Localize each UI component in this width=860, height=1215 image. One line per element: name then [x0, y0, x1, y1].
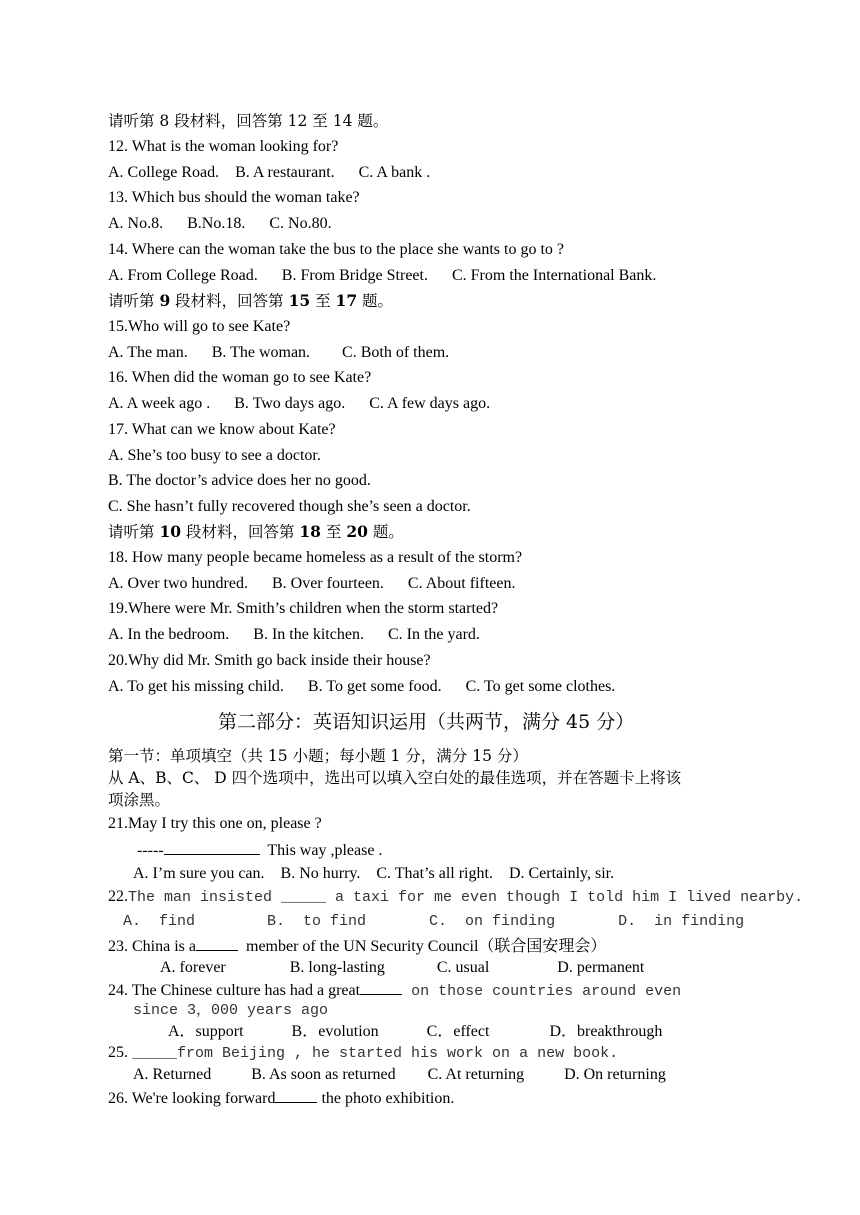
question-14: 14. Where can the woman take the bus to the place she wants to go to ? [108, 241, 565, 258]
question-12: 12. What is the woman looking for? [108, 138, 339, 155]
answer-blank [275, 1088, 317, 1103]
answer-blank [360, 980, 402, 995]
question-16-options: A. A week ago . B. Two days ago. C. A few days ago. [108, 395, 491, 412]
question-18: 18. How many people became homeless as a result of the storm? [108, 549, 523, 566]
question-20-options: A. To get his missing child. B. To get some food. C. To get some clothes. [108, 678, 616, 695]
question-17-option-a: A. She’s too busy to see a doctor. [108, 447, 321, 464]
question-19: 19.Where were Mr. Smith’s children when the storm started? [108, 600, 499, 617]
question-24-options: A．support B．evolution C．effect D．breakthrough [168, 1023, 663, 1040]
question-24: 24. The Chinese culture has had a great on those countries around even [108, 982, 682, 1000]
question-13-options: A. No.8. B.No.18. C. No.80. [108, 215, 332, 232]
question-20: 20.Why did Mr. Smith go back inside their house? [108, 652, 431, 669]
question-16: 16. When did the woman go to see Kate? [108, 369, 372, 386]
instruction-line-2: 项涂黑。 [108, 791, 171, 809]
question-18-options: A. Over two hundred. B. Over fourteen. C. About fifteen. [108, 575, 516, 592]
question-17-option-c: C. She hasn’t fully recovered though she’s seen a doctor. [108, 498, 471, 515]
question-23-options: A. forever B. long-lasting C. usual D. permanent [160, 959, 645, 976]
question-13: 13. Which bus should the woman take? [108, 189, 360, 206]
question-19-options: A. In the bedroom. B. In the kitchen. C. In the yard. [108, 626, 480, 643]
instruction-line-1: 从 A、B、C、 D 四个选项中，选出可以填入空白处的最佳选项，并在答题卡上将该 [108, 769, 682, 787]
question-23: 23. China is a member of the UN Security Council（联合国安理会） [108, 938, 607, 955]
answer-blank [164, 840, 260, 855]
section-heading-9: 请听第 9 段材料，回答第 15 至 17 题。 [108, 291, 394, 310]
question-21-options: A. I’m sure you can. B. No hurry. C. That’s all right. D. Certainly, sir. [133, 865, 615, 882]
question-17-option-b: B. The doctor’s advice does her no good. [108, 472, 371, 489]
question-22-options: A. find B. to find C. on finding D. in finding [123, 913, 745, 930]
part-two-heading: 第二部分：英语知识运用（共两节，满分 45 分） [218, 711, 635, 733]
question-22: 22.The man insisted _____ a taxi for me even though I told him I lived nearby. [108, 888, 804, 906]
answer-blank [196, 936, 238, 951]
question-17: 17. What can we know about Kate? [108, 421, 336, 438]
question-24-continued: since 3，000 years ago [133, 1002, 329, 1019]
question-21: 21.May I try this one on, please ? [108, 815, 322, 832]
question-21-dialogue: ----- This way ,please . [137, 842, 383, 859]
section-heading-10: 请听第 10 段材料，回答第 18 至 20 题。 [108, 522, 404, 541]
section-heading-8: 请听第 8 段材料，回答第 12 至 14 题。 [108, 112, 389, 130]
question-14-options: A. From College Road. B. From Bridge Street. C. From the International Bank. [108, 267, 657, 284]
question-15-options: A. The man. B. The woman. C. Both of them. [108, 344, 450, 361]
question-12-options: A. College Road. B. A restaurant. C. A bank . [108, 164, 431, 181]
section-one-heading: 第一节：单项填空（共 15 小题；每小题 1 分，满分 15 分） [108, 747, 528, 765]
question-25-options: A. Returned B. As soon as returned C. At returning D. On returning [133, 1066, 666, 1083]
question-25: 25. _____from Beijing , he started his work on a new book. [108, 1044, 619, 1062]
question-15: 15.Who will go to see Kate? [108, 318, 291, 335]
question-26: 26. We're looking forward the photo exhibition. [108, 1090, 455, 1107]
